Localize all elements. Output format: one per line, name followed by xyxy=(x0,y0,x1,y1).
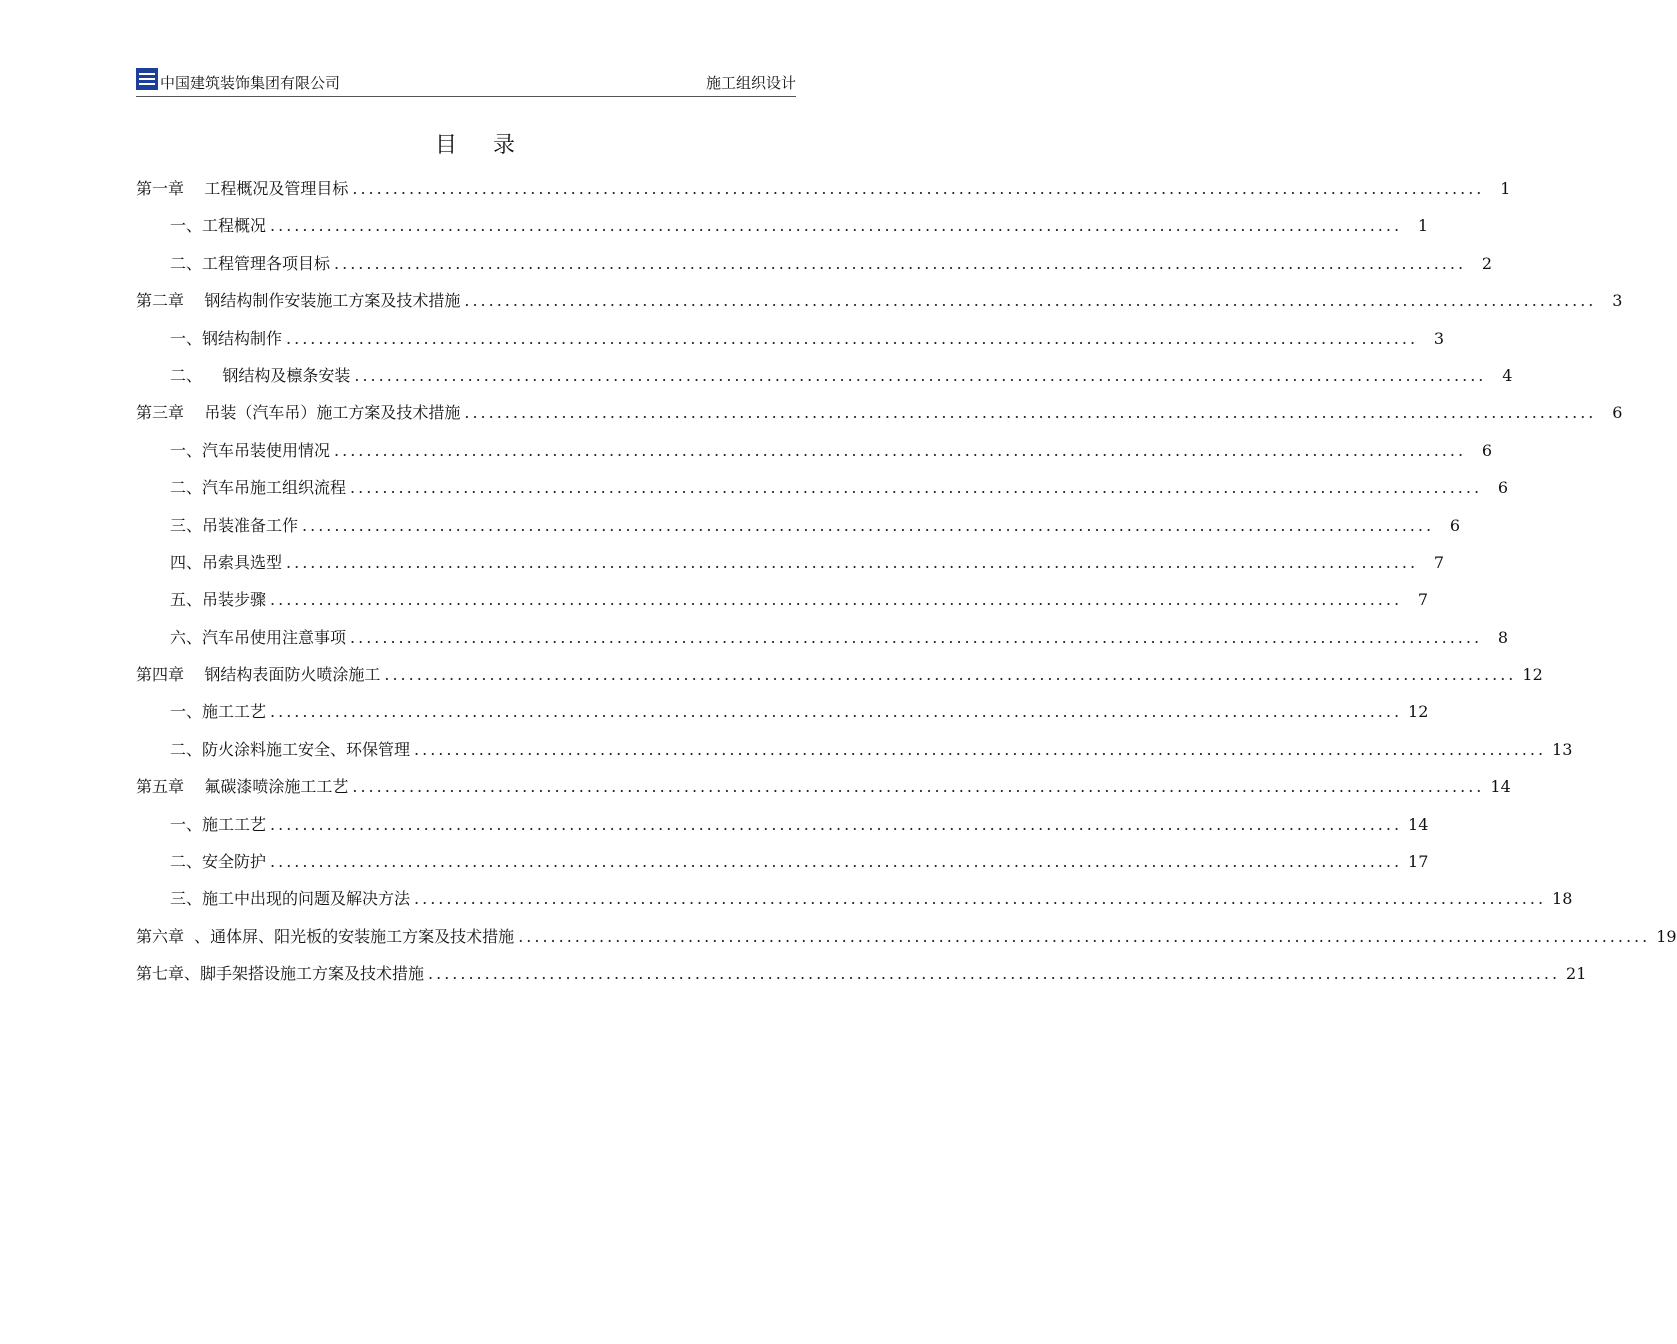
toc-entry-label: 一、施工工艺 xyxy=(170,702,267,722)
toc-section-entry[interactable] xyxy=(136,586,1429,623)
toc-page-number: 12 xyxy=(1408,702,1429,722)
toc-dot-leader: ............................................................................................................................................ xyxy=(384,665,1517,685)
toc-section-entry[interactable] xyxy=(136,848,1429,885)
toc-page-number: 19 xyxy=(1656,926,1677,946)
toc-entry-label: 第五章 氟碳漆喷涂施工工艺 xyxy=(136,777,349,797)
toc-entry-label: 第二章 钢结构制作安装施工方案及技术措施 xyxy=(136,291,461,311)
toc-chapter-entry[interactable] xyxy=(136,923,1677,960)
toc-dot-leader: ............................................................................................................................................ xyxy=(428,964,1561,984)
toc-page-number: 14 xyxy=(1490,777,1511,797)
toc-dot-leader: ............................................................................................................................................ xyxy=(270,216,1403,236)
toc-entry-label: 二、汽车吊施工组织流程 xyxy=(170,478,347,498)
toc-dot-leader: ............................................................................................................................................ xyxy=(270,814,1403,834)
company-logo-icon xyxy=(136,68,158,90)
toc-page-number: 6 xyxy=(1481,440,1493,460)
toc-dot-leader: ............................................................................................................................................ xyxy=(270,590,1403,610)
toc-page-number: 14 xyxy=(1408,814,1429,834)
toc-dot-leader: ............................................................................................................................................ xyxy=(518,926,1651,946)
company-name: 中国建筑装饰集团有限公司 xyxy=(160,74,341,92)
toc-dot-leader: ............................................................................................................................................ xyxy=(286,552,1419,572)
document-type: 施工组织设计 xyxy=(705,74,796,92)
toc-chapter-entry[interactable] xyxy=(136,399,1623,436)
toc-dot-leader: ............................................................................................................................................ xyxy=(414,739,1547,759)
toc-page-number: 3 xyxy=(1433,328,1445,348)
toc-entry-label: 一、汽车吊装使用情况 xyxy=(170,440,331,460)
toc-dot-leader: ............................................................................................................................................ xyxy=(354,365,1487,385)
toc-entry-label: 二、安全防护 xyxy=(170,852,267,872)
toc-section-entry[interactable] xyxy=(136,512,1461,549)
toc-dot-leader: ............................................................................................................................................ xyxy=(286,328,1419,348)
toc-page-number: 17 xyxy=(1408,852,1429,872)
toc-page-number: 8 xyxy=(1497,627,1509,647)
toc-entry-label: 三、施工中出现的问题及解决方法 xyxy=(170,889,411,909)
toc-dot-leader: ............................................................................................................................................ xyxy=(464,403,1597,423)
toc-page-number: 21 xyxy=(1566,964,1587,984)
toc-page-number: 3 xyxy=(1612,291,1623,311)
toc-page-number: 12 xyxy=(1522,665,1543,685)
toc-page-number: 1 xyxy=(1417,216,1429,236)
toc-dot-leader: ............................................................................................................................................ xyxy=(352,777,1485,797)
toc-page-number: 18 xyxy=(1552,889,1573,909)
toc-entry-label: 二、防火涂料施工安全、环保管理 xyxy=(170,739,411,759)
toc-dot-leader: ............................................................................................................................................ xyxy=(352,179,1485,198)
toc-dot-leader: ............................................................................................................................................ xyxy=(270,702,1403,722)
toc-section-entry[interactable] xyxy=(136,624,1509,661)
toc-chapter-entry[interactable] xyxy=(136,661,1543,698)
toc-section-entry[interactable] xyxy=(136,437,1493,474)
toc-section-entry[interactable] xyxy=(136,736,1573,773)
toc-entry-label: 第六章 、通体屏、阳光板的安装施工方案及技术措施 xyxy=(136,926,515,946)
toc-page-number: 7 xyxy=(1433,552,1445,572)
toc-section-entry[interactable] xyxy=(136,212,1429,249)
toc-entry-label: 第七章、脚手架搭设施工方案及技术措施 xyxy=(136,964,425,984)
toc-entry-label: 三、吊装准备工作 xyxy=(170,515,299,535)
toc-dot-leader: ............................................................................................................................................ xyxy=(464,291,1597,311)
toc-section-entry[interactable] xyxy=(136,698,1429,735)
toc-page-number: 13 xyxy=(1552,739,1573,759)
table-of-contents xyxy=(136,175,1677,998)
toc-entry-label: 二、工程管理各项目标 xyxy=(170,253,331,273)
toc-entry-label: 六、汽车吊使用注意事项 xyxy=(170,627,347,647)
toc-title: 目录 xyxy=(434,133,551,158)
toc-section-entry[interactable] xyxy=(136,250,1493,287)
toc-chapter-entry[interactable] xyxy=(136,287,1623,324)
toc-chapter-entry[interactable] xyxy=(136,773,1511,810)
toc-chapter-entry[interactable] xyxy=(136,175,1511,212)
toc-dot-leader: ............................................................................................................................................ xyxy=(350,478,1483,498)
toc-dot-leader: ............................................................................................................................................ xyxy=(334,253,1467,273)
toc-page-number: 6 xyxy=(1497,478,1509,498)
toc-entry-label: 四、吊索具选型 xyxy=(170,552,283,572)
toc-dot-leader: ............................................................................................................................................ xyxy=(414,889,1547,909)
toc-entry-label: 一、钢结构制作 xyxy=(170,328,283,348)
toc-entry-label: 二、 钢结构及檩条安装 xyxy=(170,365,351,385)
toc-page-number: 6 xyxy=(1612,403,1623,423)
toc-dot-leader: ............................................................................................................................................ xyxy=(302,515,1435,535)
toc-dot-leader: ............................................................................................................................................ xyxy=(334,440,1467,460)
toc-entry-label: 一、施工工艺 xyxy=(170,814,267,834)
toc-section-entry[interactable] xyxy=(136,885,1573,922)
toc-entry-label: 第四章 钢结构表面防火喷涂施工 xyxy=(136,665,381,685)
toc-entry-label: 第三章 吊装（汽车吊）施工方案及技术措施 xyxy=(136,403,461,423)
toc-section-entry[interactable] xyxy=(136,474,1509,511)
toc-page-number: 6 xyxy=(1449,515,1461,535)
toc-section-entry[interactable] xyxy=(136,811,1429,848)
toc-entry-label: 一、工程概况 xyxy=(170,216,267,236)
page-header xyxy=(136,66,796,97)
toc-section-entry[interactable] xyxy=(136,362,1513,399)
toc-section-entry[interactable] xyxy=(136,549,1445,586)
toc-page-number: 1 xyxy=(1500,179,1511,198)
toc-section-entry[interactable] xyxy=(136,325,1445,362)
toc-dot-leader: ............................................................................................................................................ xyxy=(270,852,1403,872)
toc-page-number: 4 xyxy=(1502,365,1513,385)
toc-chapter-entry[interactable] xyxy=(136,960,1587,997)
toc-entry-label: 第一章 工程概况及管理目标 xyxy=(136,179,349,198)
toc-page-number: 2 xyxy=(1481,253,1493,273)
toc-dot-leader: ............................................................................................................................................ xyxy=(350,627,1483,647)
toc-page-number: 7 xyxy=(1417,590,1429,610)
toc-entry-label: 五、吊装步骤 xyxy=(170,590,267,610)
